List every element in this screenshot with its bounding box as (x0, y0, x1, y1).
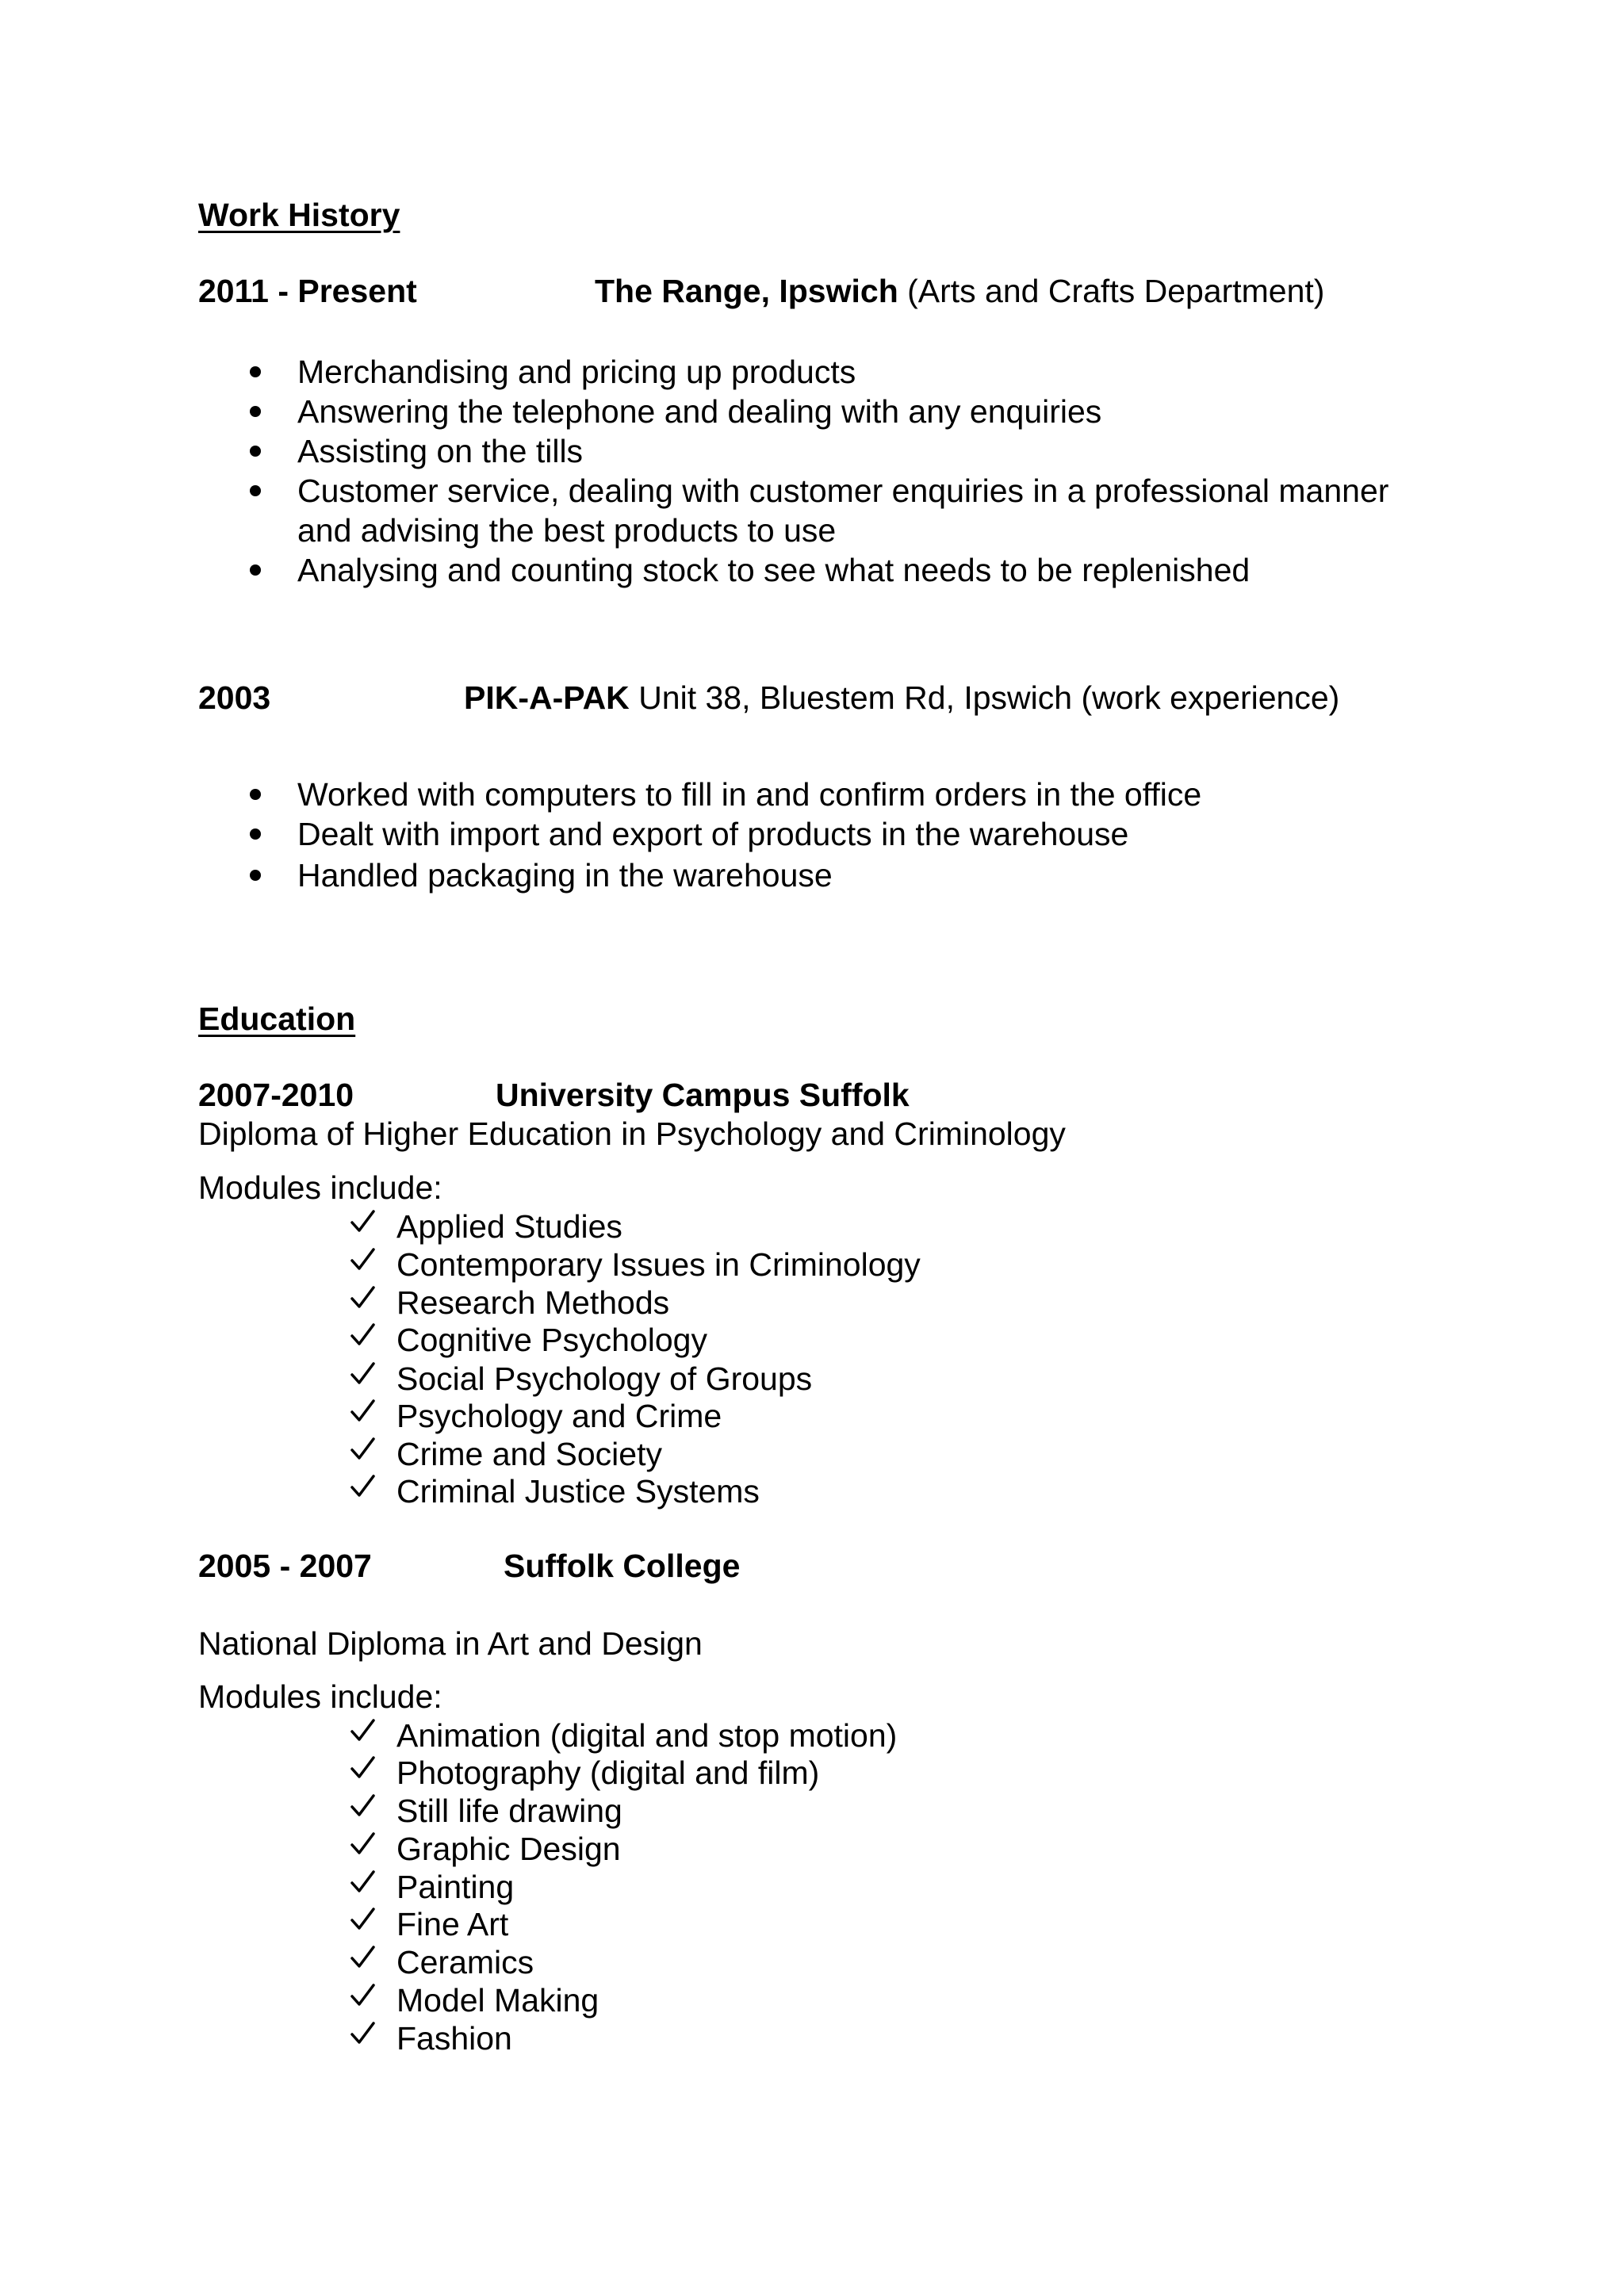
bullet-icon (250, 564, 261, 576)
education-date: 2007-2010 (198, 1077, 354, 1113)
job-title-line (464, 679, 1340, 716)
checkmark-icon (349, 1831, 376, 1858)
module-item: Animation (digital and stop motion) (396, 1717, 898, 1754)
job-detail: Unit 38, Bluestem Rd, Ipswich (work experience) (629, 679, 1340, 716)
job-duty-continued: and advising the best products to use (297, 512, 837, 549)
module-item: Criminal Justice Systems (396, 1473, 760, 1510)
modules-label: Modules include: (198, 1169, 442, 1206)
education-qualification: National Diploma in Art and Design (198, 1625, 703, 1662)
checkmark-icon (349, 1322, 376, 1349)
bullet-icon (250, 366, 261, 377)
checkmark-icon (349, 1436, 376, 1463)
job-duty: Dealt with import and export of products in the warehouse (297, 816, 1129, 852)
module-item: Graphic Design (396, 1831, 621, 1867)
checkmark-icon (349, 1208, 376, 1235)
bullet-icon (250, 789, 261, 800)
job-duty: Handled packaging in the warehouse (297, 857, 833, 894)
checkmark-icon (349, 1944, 376, 1971)
module-item: Psychology and Crime (396, 1398, 722, 1434)
module-item: Contemporary Issues in Criminology (396, 1246, 921, 1283)
job-duty: Analysing and counting stock to see what needs to be replenished (297, 552, 1251, 588)
module-item: Fashion (396, 2020, 512, 2057)
job-title-line (595, 275, 1324, 308)
module-item: Crime and Society (396, 1436, 662, 1472)
checkmark-icon (349, 1755, 376, 1781)
bullet-icon (250, 870, 261, 881)
bullet-icon (250, 828, 261, 840)
modules-label: Modules include: (198, 1678, 442, 1715)
module-item: Cognitive Psychology (396, 1322, 707, 1358)
work-history-heading: Work History (198, 197, 400, 233)
bullet-icon (250, 446, 261, 457)
module-item: Applied Studies (396, 1208, 622, 1245)
checkmark-icon (349, 1906, 376, 1933)
education-heading: Education (198, 1001, 356, 1037)
job-duty: Customer service, dealing with customer enquiries in a professional manner (297, 473, 1389, 509)
job-employer: PIK-A-PAK (464, 679, 630, 716)
education-institution: University Campus Suffolk (496, 1077, 910, 1113)
checkmark-icon (349, 1360, 376, 1387)
job-date: 2011 - Present (198, 273, 417, 309)
job-duty: Merchandising and pricing up products (297, 354, 856, 390)
checkmark-icon (349, 1284, 376, 1311)
checkmark-icon (349, 1869, 376, 1896)
module-item: Model Making (396, 1982, 599, 2019)
education-qualification: Diploma of Higher Education in Psychology and Criminology (198, 1115, 1066, 1152)
education-date: 2005 - 2007 (198, 1548, 372, 1584)
checkmark-icon (349, 1982, 376, 2009)
bullet-icon (250, 485, 261, 496)
module-item: Social Psychology of Groups (396, 1360, 813, 1397)
job-duty: Assisting on the tills (297, 433, 584, 469)
job-date: 2003 (198, 679, 271, 716)
module-item: Photography (digital and film) (396, 1755, 820, 1791)
module-item: Still life drawing (396, 1793, 622, 1829)
job-duty: Answering the telephone and dealing with any enquiries (297, 393, 1102, 430)
module-item: Fine Art (396, 1906, 509, 1942)
checkmark-icon (349, 1793, 376, 1820)
checkmark-icon (349, 1717, 376, 1744)
job-employer: The Range, Ipswich (595, 273, 898, 309)
checkmark-icon (349, 1473, 376, 1500)
checkmark-icon (349, 2020, 376, 2047)
job-duty: Worked with computers to fill in and confirm orders in the office (297, 776, 1202, 813)
module-item: Research Methods (396, 1284, 670, 1321)
module-item: Painting (396, 1869, 515, 1905)
job-detail: (Arts and Crafts Department) (898, 273, 1325, 309)
module-item: Ceramics (396, 1944, 534, 1980)
bullet-icon (250, 406, 261, 417)
education-institution: Suffolk College (504, 1548, 741, 1584)
checkmark-icon (349, 1398, 376, 1425)
checkmark-icon (349, 1246, 376, 1273)
